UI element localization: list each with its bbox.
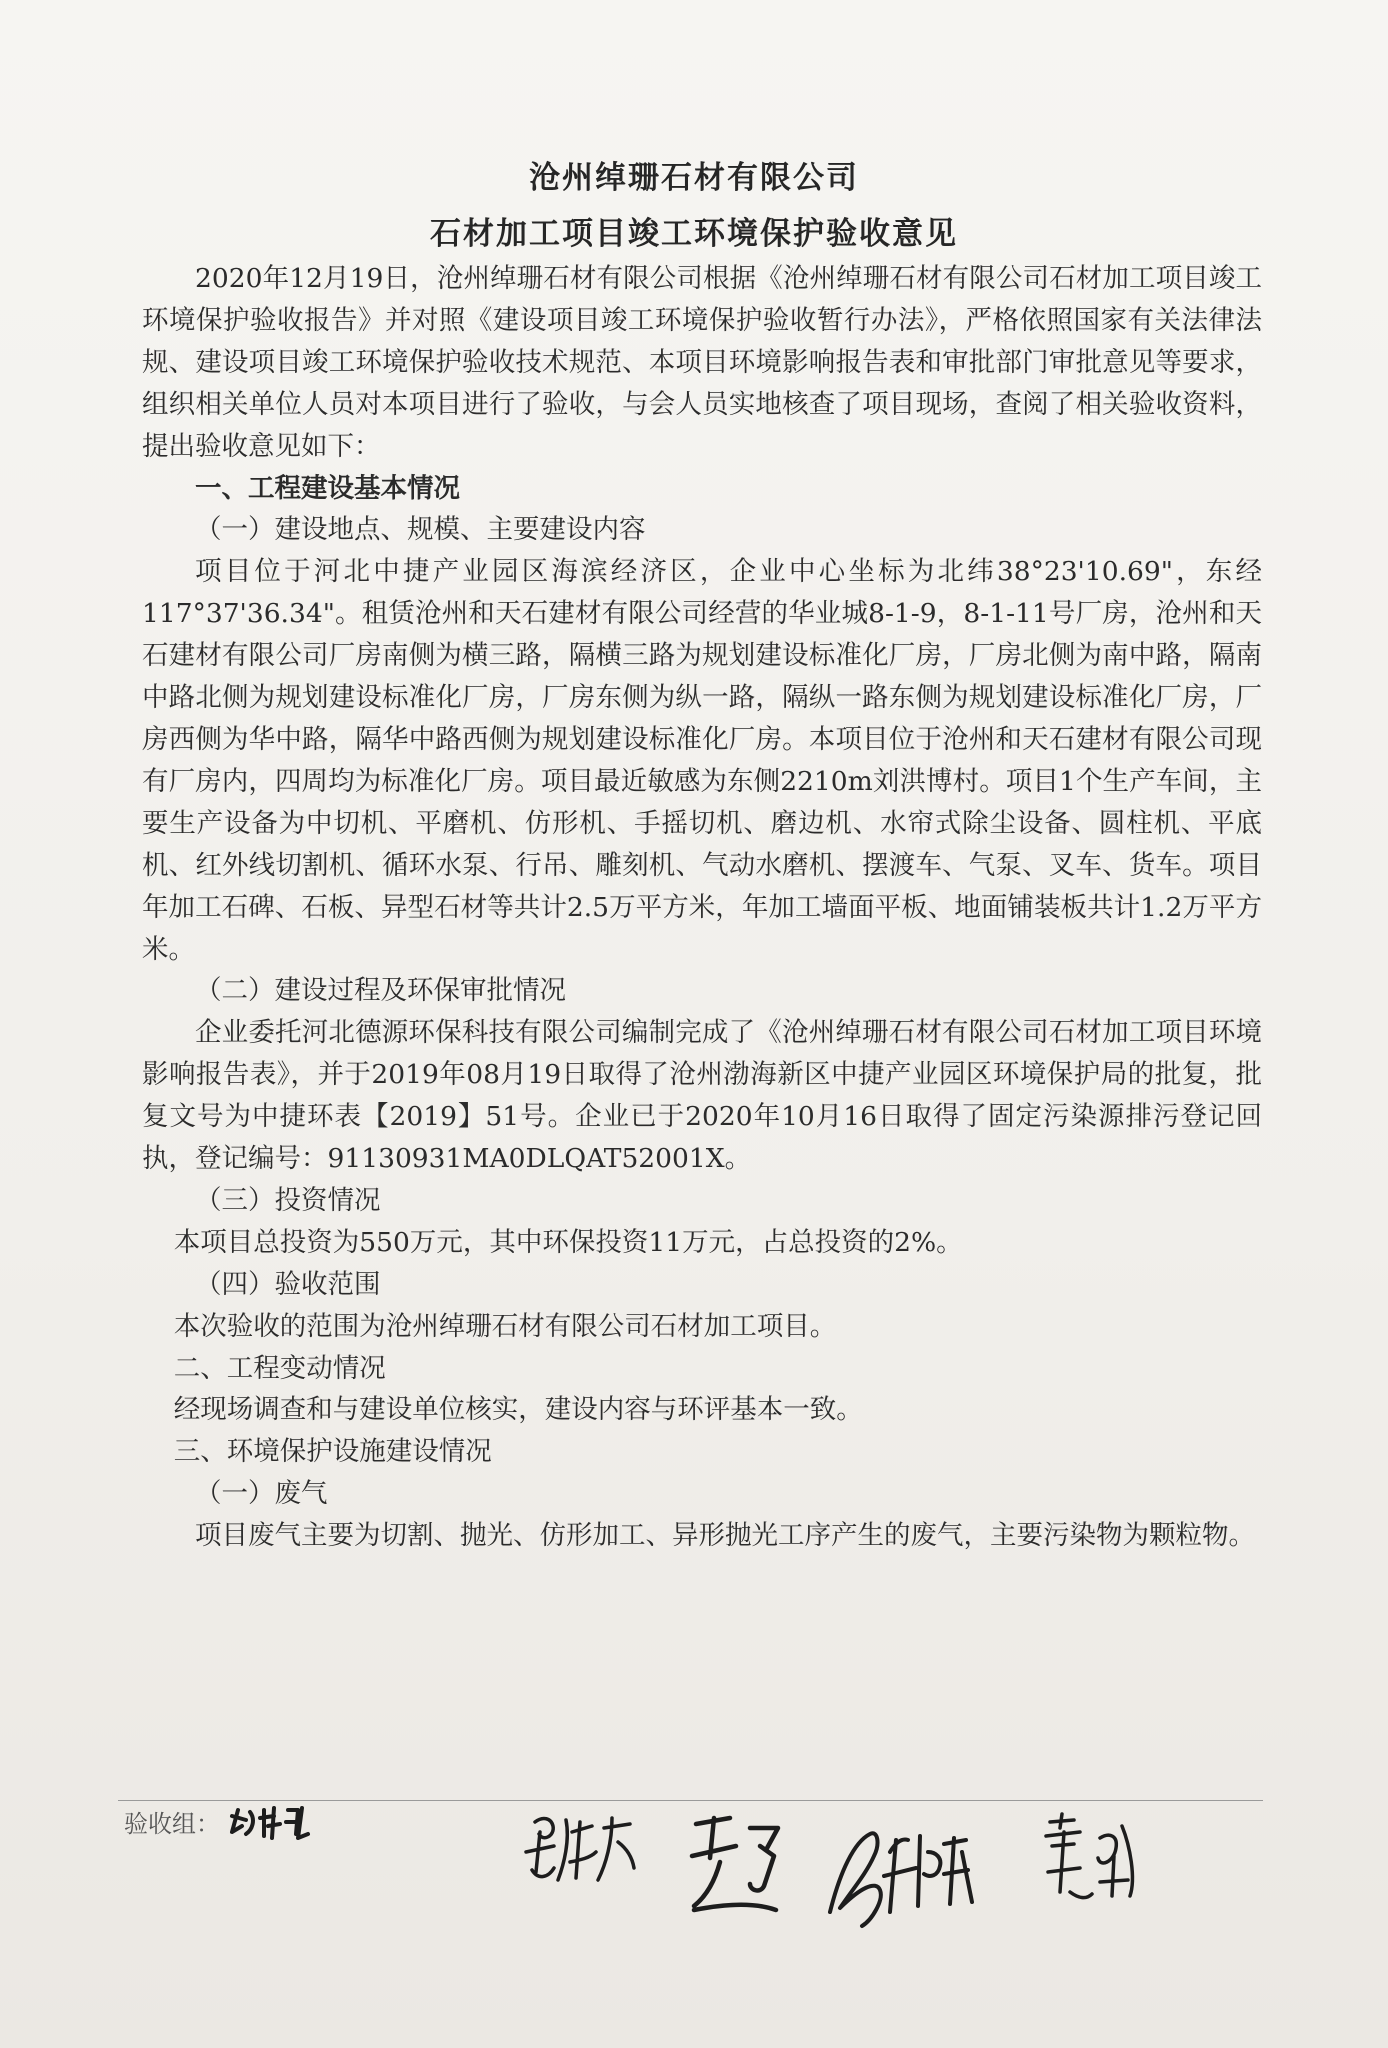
intro-paragraph: 2020年12月19日，沧州绰珊石材有限公司根据《沧州绰珊石材有限公司石材加工项目竣工环境保护验收报告》并对照《建设项目竣工环境保护验收暂行办法》，严格依照国家有关法律法规、建设项目竣工环境保护验收技术规范、本项目环境影响报告表和审批部门审批意见等要求，组织相关单位人员对本项目进行了验收，与会人员实地核查了项目现场，查阅了相关验收资料，提出验收意见如下： — [142, 263, 1262, 462]
document-title-subject: 石材加工项目竣工环境保护验收意见 — [430, 216, 958, 252]
signature-1 — [232, 1808, 308, 1838]
signature-2 — [526, 1818, 634, 1880]
signature-4 — [830, 1833, 972, 1926]
document-title-company: 沧州绰珊石材有限公司 — [529, 160, 859, 196]
section-1-1-paragraph: 项目位于河北中捷产业园区海滨经济区，企业中心坐标为北纬38°23'10.69"，东经117°37'36.34"。租赁沧州和天石建材有限公司经营的华业城8-1-9，8-1-11号厂房，沧州和天石建材有限公司厂房南侧为横三路，隔横三路为规划建设标准化厂房，厂房北侧为南中路，隔南中路北侧为规划建设标准化厂房，厂房东侧为纵一路，隔纵一路东侧为规划建设标准化厂房，厂房西侧为华中路，隔华中路西侧为规划建设标准化厂房。本项目位于沧州和天石建材有限公司现有厂房内，四周均为标准化厂房。项目最近敏感为东侧2210m刘洪博村。项目1个生产车间，主要生产设备为中切机、平磨机、仿形机、手摇切机、磨边机、水帘式除尘设备、圆柱机、平底机、红外线切割机、循环水泵、行吊、雕刻机、气动水磨机、摆渡车、气泵、叉车、货车。项目年加工石碑、石板、异型石材等共计2.5万平方米，年加工墙面平板、地面铺装板共计1.2万平方米。 — [142, 556, 1262, 965]
section-1-1-heading: （一）建设地点、规模、主要建设内容 — [195, 514, 646, 546]
section-3-1-paragraph: 项目废气主要为切割、抛光、仿形加工、异形抛光工序产生的废气，主要污染物为颗粒物。 — [195, 1520, 1255, 1552]
document-body — [142, 258, 1262, 1557]
section-3-1-heading: （一）废气 — [195, 1478, 328, 1510]
handwritten-signatures — [220, 1792, 1380, 2022]
section-1-4-paragraph: 本次验收的范围为沧州绰珊石材有限公司石材加工项目。 — [173, 1310, 837, 1342]
signature-3 — [692, 1818, 778, 1910]
section-1-2-heading: （二）建设过程及环保审批情况 — [195, 975, 566, 1007]
section-1-4-heading: （四）验收范围 — [195, 1268, 381, 1300]
section-2-heading: 二、工程变动情况 — [173, 1352, 386, 1384]
section-1-3-heading: （三）投资情况 — [195, 1184, 381, 1216]
section-1-2-paragraph: 企业委托河北德源环保科技有限公司编制完成了《沧州绰珊石材有限公司石材加工项目环境影响报告表》，并于2019年08月19日取得了沧州渤海新区中捷产业园区环境保护局的批复，批复文号为中捷环表【2019】51号。企业已于2020年10月16日取得了固定污染源排污登记回执，登记编号：91130931MA0DLQAT52001X。 — [142, 1017, 1262, 1175]
section-2-paragraph: 经现场调查和与建设单位核实，建设内容与环评基本一致。 — [173, 1394, 863, 1426]
signature-5 — [1046, 1814, 1132, 1898]
signature-label: 验收组： — [124, 1810, 220, 1838]
section-3-heading: 三、环境保护设施建设情况 — [173, 1436, 492, 1468]
section-1-3-paragraph: 本项目总投资为550万元，其中环保投资11万元，占总投资的2%。 — [173, 1226, 963, 1258]
section-1-heading: 一、工程建设基本情况 — [195, 472, 460, 504]
